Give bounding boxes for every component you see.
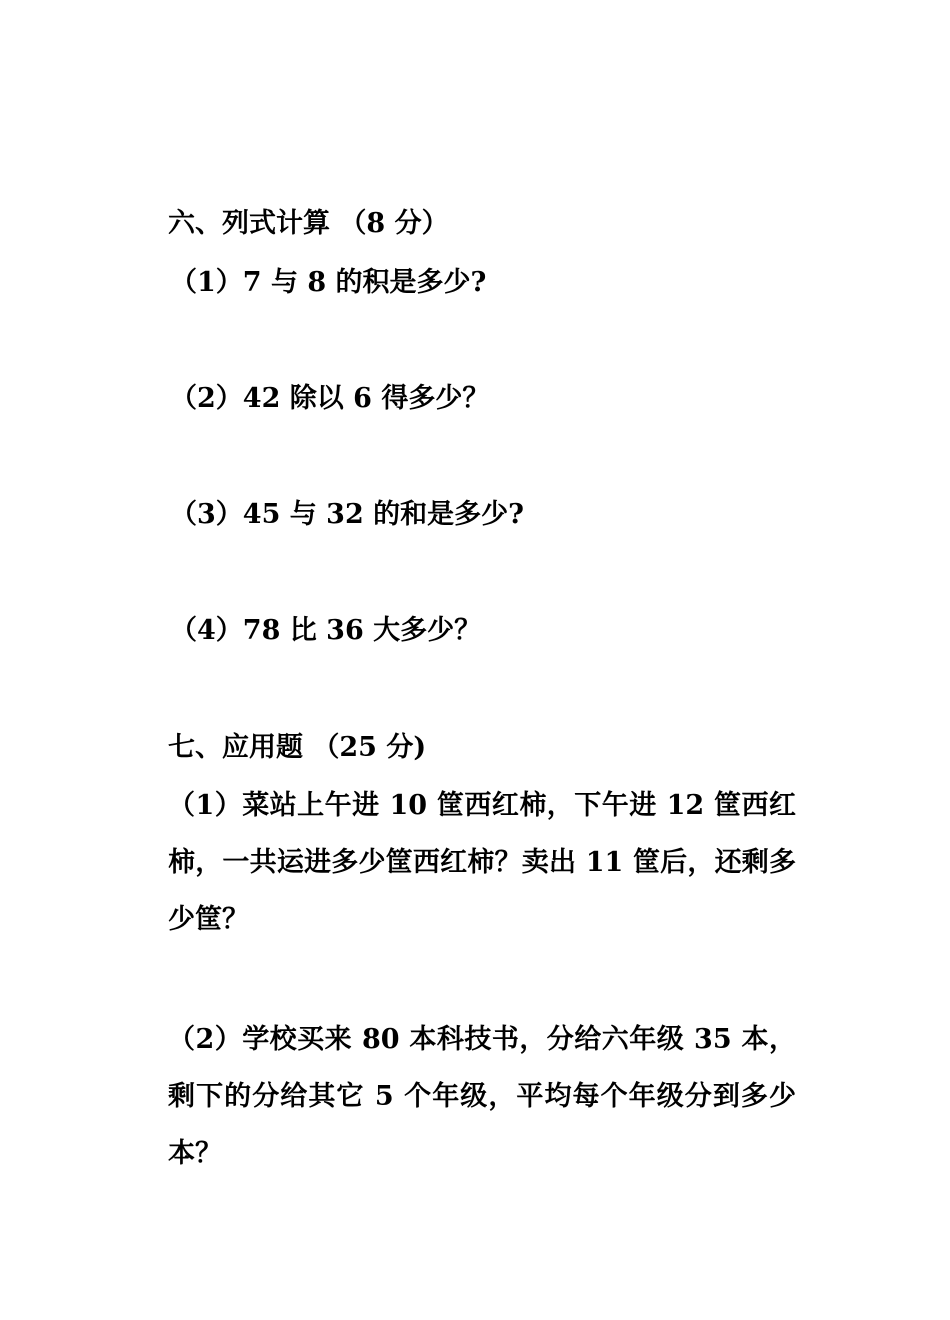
section-6-question-4: （4）78 比 36 大多少？: [170, 615, 482, 646]
section-6-question-3: （3）45 与 32 的和是多少?: [170, 499, 524, 530]
section-7-problem-1: （1）菜站上午进 10 筐西红柿，下午进 12 筐西红柿，一共运进多少筐西红柿？卖出 11 筐后，还剩多少筐？: [168, 790, 796, 935]
section-7-problem-2: （2）学校买来 80 本科技书，分给六年级 35 本，剩下的分给其它 5 个年级，平均每个年级分到多少本？: [168, 1024, 796, 1169]
section-6-question-1: （1）7 与 8 的积是多少?: [170, 267, 487, 298]
section-6-heading: 六、列式计算 （8 分）: [168, 208, 449, 239]
section-6-question-2: （2）42 除以 6 得多少？: [170, 383, 490, 414]
section-7-heading: 七、应用题 （25 分): [168, 732, 427, 763]
